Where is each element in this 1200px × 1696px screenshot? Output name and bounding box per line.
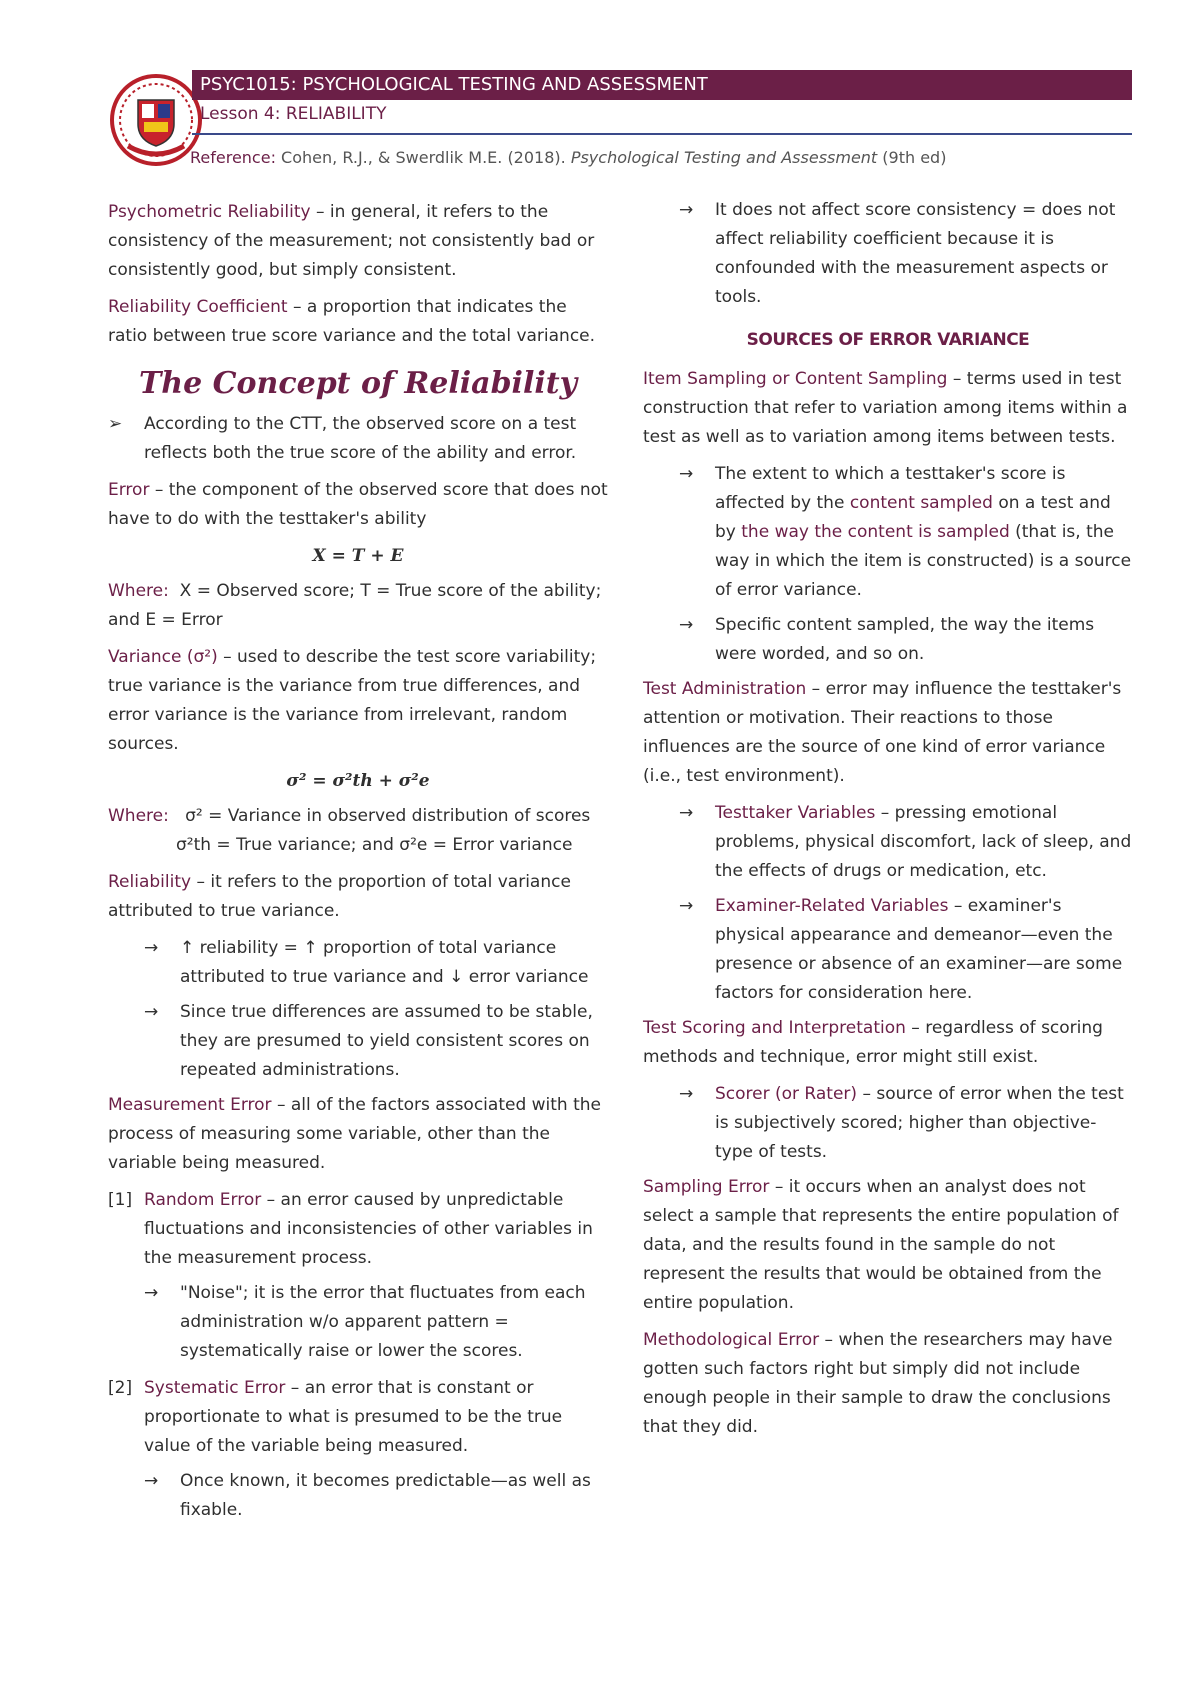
term-measurement-error: Measurement Error bbox=[108, 1095, 272, 1115]
systematic-error-arrow-continued bbox=[643, 196, 1133, 312]
systematic-error-arrow bbox=[108, 1467, 608, 1525]
item-number: [1] bbox=[108, 1190, 133, 1210]
ctt-bullet bbox=[108, 410, 608, 468]
item-sampling-definition bbox=[643, 365, 1133, 452]
definition-text: – error may influence the testtaker's attention or motivation. Their reactions to those influences are the source of one kind of error variance (i.e., test environment). bbox=[643, 679, 1122, 786]
term-error: Error bbox=[108, 480, 150, 500]
definition-text: – all of the factors associated with the process of measuring some variable, other than the variable being measured. bbox=[108, 1095, 602, 1173]
where-line: σ²th = True variance; and σ²e = Error variance bbox=[176, 835, 573, 855]
term-reliability-coefficient: Reliability Coefficient bbox=[108, 297, 288, 317]
reliability-arrow-item bbox=[108, 998, 608, 1085]
reference-book-title: Psychological Testing and Assessment bbox=[570, 148, 878, 167]
definition-text: – regardless of scoring methods and technique, error might still exist. bbox=[643, 1018, 1103, 1067]
arrow-text: Since true differences are assumed to be stable, they are presumed to yield consistent scores on repeated administrations. bbox=[180, 1002, 593, 1080]
term-variance: Variance (σ²) bbox=[108, 647, 218, 667]
arrow-icon: → bbox=[144, 938, 159, 958]
term-item-sampling: Item Sampling or Content Sampling bbox=[643, 369, 948, 389]
sampling-error-definition bbox=[643, 1173, 1133, 1318]
where-observed-score bbox=[108, 577, 608, 635]
where-text: X = Observed score; T = True score of the ability; and E = Error bbox=[108, 581, 602, 630]
methodological-error-definition bbox=[643, 1326, 1133, 1442]
arrow-text: (that is, the way in which the item is constructed) is a source of error variance. bbox=[715, 522, 1132, 600]
term-testtaker-variables: Testtaker Variables bbox=[715, 803, 876, 823]
item-sampling-arrow bbox=[643, 611, 1133, 669]
arrow-text: "Noise"; it is the error that fluctuates from each administration w/o apparent pattern = systematically raise or lower the scores. bbox=[180, 1283, 586, 1361]
left-column bbox=[108, 198, 608, 1533]
term-content-sampled: content sampled bbox=[849, 493, 993, 513]
reference-edition: (9th ed) bbox=[877, 148, 947, 167]
testtaker-variables-arrow bbox=[643, 799, 1133, 886]
where-label: Where: bbox=[108, 581, 169, 601]
term-random-error: Random Error bbox=[144, 1190, 262, 1210]
right-column bbox=[643, 196, 1133, 1450]
term-way-content-sampled: the way the content is sampled bbox=[741, 522, 1010, 542]
item-number: [2] bbox=[108, 1378, 133, 1398]
arrow-icon: → bbox=[144, 1471, 159, 1491]
course-title: PSYC1015: PSYCHOLOGICAL TESTING AND ASSESSMENT bbox=[200, 74, 708, 95]
error-definition bbox=[108, 476, 608, 534]
arrow-icon: → bbox=[679, 803, 694, 823]
arrow-text: Once known, it becomes predictable—as well as fixable. bbox=[180, 1471, 591, 1520]
arrow-text: – examiner's physical appearance and demeanor—even the presence or absence of an examiner—are some factors for consideration here. bbox=[715, 896, 1123, 1003]
arrow-text: – pressing emotional problems, physical discomfort, lack of sleep, and the effects of drugs or medication, etc. bbox=[715, 803, 1132, 881]
arrow-text: on a test and by bbox=[715, 493, 1111, 542]
scorer-arrow bbox=[643, 1080, 1133, 1167]
arrow-text: Specific content sampled, the way the items were worded, and so on. bbox=[715, 615, 1095, 664]
where-line: σ² = Variance in observed distribution of scores bbox=[185, 806, 591, 826]
definition-text: – an error that is constant or proportionate to what is presumed to be the true value of the variable being measured. bbox=[144, 1378, 563, 1456]
random-error-item bbox=[108, 1186, 608, 1273]
definition-text: – a proportion that indicates the ratio between true score variance and the total variance. bbox=[108, 297, 596, 346]
arrow-text: It does not affect score consistency = does not affect reliability coefficient because it is confounded with the measurement aspects or tools. bbox=[715, 200, 1116, 307]
definition-text: – an error caused by unpredictable fluctuations and inconsistencies of other variables in the measurement process. bbox=[144, 1190, 593, 1268]
arrow-icon: → bbox=[679, 1084, 694, 1104]
arrow-icon: → bbox=[679, 615, 694, 635]
test-administration-definition bbox=[643, 675, 1133, 791]
definition-text: – when the researchers may have gotten such factors right but simply did not include enough people in their sample to draw the conclusions that they did. bbox=[643, 1330, 1113, 1437]
term-test-administration: Test Administration bbox=[643, 679, 807, 699]
arrow-text: – source of error when the test is subjectively scored; higher than objective-type of tests. bbox=[715, 1084, 1124, 1162]
section-heading-concept: The Concept of Reliability bbox=[138, 366, 578, 401]
term-psychometric-reliability: Psychometric Reliability bbox=[108, 202, 311, 222]
term-examiner-variables: Examiner-Related Variables bbox=[715, 896, 949, 916]
term-sampling-error: Sampling Error bbox=[643, 1177, 770, 1197]
definition-text: – used to describe the test score variability; true variance is the variance from true differences, and error variance is the variance from irrelevant, random sources. bbox=[108, 647, 597, 754]
lesson-title: Lesson 4: RELIABILITY bbox=[200, 104, 387, 124]
arrow-icon: → bbox=[679, 896, 694, 916]
term-systematic-error: Systematic Error bbox=[144, 1378, 286, 1398]
arrow-icon: → bbox=[144, 1002, 159, 1022]
term-methodological-error: Methodological Error bbox=[643, 1330, 820, 1350]
arrow-icon: → bbox=[144, 1283, 159, 1303]
definition-text: – in general, it refers to the consistency of the measurement; not consistently bad or consistently good, but simply consistent. bbox=[108, 202, 595, 280]
bullet-text: According to the CTT, the observed score on a test reflects both the true score of the ability and error. bbox=[144, 414, 577, 463]
definition-text: – the component of the observed score that does not have to do with the testtaker's ability bbox=[108, 480, 608, 529]
section-heading-sources: SOURCES OF ERROR VARIANCE bbox=[746, 330, 1030, 350]
formula-variance: σ² = σ²th + σ²e bbox=[286, 771, 430, 791]
reliability-arrow-item bbox=[108, 934, 608, 992]
item-sampling-arrow bbox=[643, 460, 1133, 605]
definition-text: – terms used in test construction that refer to variation among items within a test as well as to variation among items between tests. bbox=[643, 369, 1128, 447]
bullet-icon: ➢ bbox=[108, 414, 123, 434]
term-test-scoring: Test Scoring and Interpretation bbox=[643, 1018, 906, 1038]
where-label: Where: bbox=[108, 806, 169, 826]
formula-observed-score: X = T + E bbox=[312, 546, 404, 566]
definition-text: – it refers to the proportion of total variance attributed to true variance. bbox=[108, 872, 571, 921]
reliability-coefficient-definition bbox=[108, 293, 608, 351]
systematic-error-item bbox=[108, 1374, 608, 1461]
where-variance bbox=[108, 802, 608, 860]
reference-authors: Cohen, R.J., & Swerdlik M.E. (2018). bbox=[275, 148, 571, 167]
course-title-bar bbox=[192, 70, 1132, 100]
measurement-error-definition bbox=[108, 1091, 608, 1178]
examiner-variables-arrow bbox=[643, 892, 1133, 1008]
arrow-icon: → bbox=[679, 200, 694, 220]
psychometric-reliability-definition bbox=[108, 198, 608, 285]
definition-text: – it occurs when an analyst does not select a sample that represents the entire population of data, and the results found in the sample do not represent the results that would be obtained from the entire population. bbox=[643, 1177, 1119, 1313]
term-scorer: Scorer (or Rater) bbox=[715, 1084, 858, 1104]
arrow-text: The extent to which a testtaker's score is affected by the bbox=[715, 464, 1066, 513]
reference-label: Reference: bbox=[190, 148, 276, 167]
test-scoring-definition bbox=[643, 1014, 1133, 1072]
term-reliability: Reliability bbox=[108, 872, 192, 892]
reference-line bbox=[190, 148, 946, 167]
variance-definition bbox=[108, 643, 608, 759]
arrow-icon: → bbox=[679, 464, 694, 484]
header-divider bbox=[192, 133, 1132, 135]
arrow-text: ↑ reliability = ↑ proportion of total variance attributed to true variance and ↓ error variance bbox=[180, 938, 589, 987]
reliability-definition bbox=[108, 868, 608, 926]
random-error-arrow bbox=[108, 1279, 608, 1366]
